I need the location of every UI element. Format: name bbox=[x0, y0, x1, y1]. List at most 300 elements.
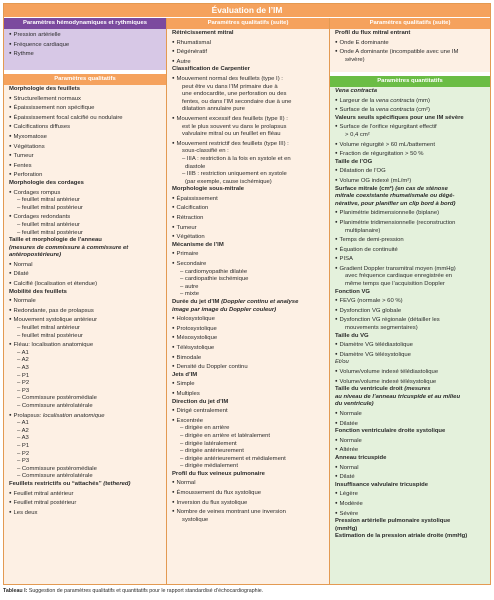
line-text: Myxomatose bbox=[13, 133, 47, 140]
sub-item bbox=[9, 350, 163, 358]
line-text: – cardiomyopathie dilatée bbox=[180, 268, 248, 275]
line-text: – Commissure postéromédiale bbox=[17, 395, 97, 402]
bullet-item bbox=[9, 306, 163, 316]
bullet-item bbox=[172, 478, 326, 488]
line-text: – cardiopathie ischémique bbox=[180, 276, 249, 283]
subheading bbox=[335, 30, 487, 38]
line-text: Prolapsus: bbox=[13, 412, 43, 419]
line-text: – feuillet mitral antérieur bbox=[17, 197, 80, 204]
line-text: (cm²) bbox=[414, 107, 430, 114]
line-text: Rétraction bbox=[176, 215, 204, 222]
line-text: – Commissure postéromédiale bbox=[17, 465, 97, 472]
continuation bbox=[335, 132, 487, 140]
subheading bbox=[9, 237, 163, 245]
line-text: (par exemple, cause ischémique) bbox=[185, 178, 272, 185]
line-text: – IIIA : restriction à la fois en systole et en bbox=[182, 155, 291, 162]
section-body bbox=[4, 29, 166, 61]
line-text: est le plus souvent vu dans le prolapsus bbox=[182, 123, 287, 130]
line-text: Calcification bbox=[176, 205, 209, 212]
bullet-item bbox=[172, 249, 326, 259]
bullet-item bbox=[335, 306, 487, 316]
subheading bbox=[9, 289, 163, 297]
sub-item bbox=[172, 441, 326, 449]
line-text: Taille du ventricule droit bbox=[335, 386, 405, 393]
continuation bbox=[172, 179, 326, 187]
section-body bbox=[167, 29, 329, 526]
line-text: diastole bbox=[185, 163, 206, 170]
line-text: Morphologie des cordages bbox=[9, 179, 84, 186]
line-text: Bimodale bbox=[176, 354, 202, 361]
bullet-item bbox=[335, 463, 487, 473]
line-text: Fraction de régurgitation > 50 % bbox=[339, 151, 424, 158]
line-text: – feuillet mitral postérieur bbox=[17, 332, 83, 339]
continuation bbox=[172, 131, 326, 139]
line-text: Direction du jet d’IM bbox=[172, 398, 229, 405]
bullet-item bbox=[335, 499, 487, 509]
continuation bbox=[335, 273, 487, 281]
bullet-item bbox=[335, 340, 487, 350]
subheading-note bbox=[172, 307, 326, 315]
bullet-item bbox=[335, 218, 487, 228]
sub-item bbox=[9, 458, 163, 466]
bullet-item bbox=[9, 508, 163, 518]
section-body bbox=[330, 29, 490, 66]
line-text: systolique bbox=[182, 516, 209, 523]
line-text: Insuffisance valvulaire tricuspide bbox=[335, 481, 428, 488]
line-text: Mécanisme de l’IM bbox=[172, 241, 224, 248]
line-text: (mesures bbox=[404, 386, 431, 393]
line-text: Onde E dominante bbox=[339, 39, 389, 46]
line-text: Cordages rompus bbox=[13, 189, 61, 196]
sub-item bbox=[9, 435, 163, 443]
bullet-item bbox=[335, 377, 487, 387]
line-text: FEVG (normale > 60 %) bbox=[339, 298, 403, 305]
bullet-item bbox=[172, 259, 326, 269]
line-text: > 0,4 cm² bbox=[345, 131, 370, 138]
line-text: Nombre de veines montrant une inversion bbox=[176, 509, 286, 516]
line-text: Fonction ventriculaire droite systolique bbox=[335, 428, 446, 435]
line-text: – P3 bbox=[17, 458, 30, 465]
line-text: – feuillet mitral antérieur bbox=[17, 221, 80, 228]
bullet-item bbox=[335, 509, 487, 519]
subheading bbox=[9, 180, 163, 188]
line-text: – A2 bbox=[17, 427, 29, 434]
section-header: Paramètres qualitatifs bbox=[4, 74, 166, 85]
bullet-item bbox=[172, 406, 326, 416]
line-text: Volume régurgité > 60 mL/battement bbox=[339, 141, 435, 148]
line-text: – feuillet mitral postérieur bbox=[17, 229, 83, 236]
line-text: Dégénératif bbox=[176, 49, 207, 56]
sub-item bbox=[9, 403, 163, 411]
subheading bbox=[335, 482, 487, 490]
line-text: – dirigée en arrière bbox=[180, 425, 230, 432]
subheading bbox=[172, 30, 326, 38]
line-text: image par image du Doppler couleur) bbox=[172, 306, 277, 313]
line-text: Rétrécissement mitral bbox=[172, 30, 234, 36]
subheading bbox=[172, 372, 326, 380]
line-text: Fréquence cardiaque bbox=[13, 41, 70, 48]
section-header: Paramètres qualitatifs (suite) bbox=[330, 18, 490, 29]
continuation bbox=[172, 171, 326, 179]
bullet-item bbox=[9, 142, 163, 152]
line-text: Diamètre VG télédiastolique bbox=[339, 342, 413, 349]
line-text: Diamètre VG télésystolique bbox=[339, 351, 411, 358]
subheading bbox=[335, 333, 487, 341]
line-text: Végétations bbox=[13, 143, 45, 150]
bullet-item bbox=[172, 57, 326, 67]
line-text: (tethered) bbox=[103, 480, 131, 487]
line-text: (mmHg) bbox=[335, 525, 358, 532]
bullet-item bbox=[335, 315, 487, 325]
bullet-item bbox=[9, 489, 163, 499]
bullet-item bbox=[172, 416, 326, 426]
line-text: – dirigée antérieurement et médialement bbox=[180, 455, 286, 462]
sub-item bbox=[9, 197, 163, 205]
line-text: Inversion du flux systolique bbox=[176, 499, 248, 506]
continuation bbox=[172, 156, 326, 164]
line-text: Taille du VG bbox=[335, 332, 369, 339]
bullet-item bbox=[9, 340, 163, 350]
line-text: – A3 bbox=[17, 365, 29, 371]
section-qual2 bbox=[167, 18, 329, 585]
line-text: – A1 bbox=[17, 349, 29, 356]
continuation bbox=[335, 57, 487, 65]
bullet-item bbox=[172, 362, 326, 372]
bullet-item bbox=[9, 170, 163, 180]
line-text: Structurellement normaux bbox=[13, 95, 81, 102]
line-text: Simple bbox=[176, 381, 195, 388]
line-text: Classification de Carpentier bbox=[172, 66, 250, 73]
line-text: Dilatée bbox=[339, 420, 358, 427]
line-text: Secondaire bbox=[176, 261, 207, 268]
bullet-item bbox=[335, 254, 487, 264]
bullet-item bbox=[172, 194, 326, 204]
line-text: Normale bbox=[339, 410, 362, 417]
line-text: Taille de l’OG bbox=[335, 158, 373, 165]
bullet-item bbox=[9, 132, 163, 142]
line-text: Légère bbox=[339, 491, 358, 498]
line-text: Normal bbox=[13, 261, 33, 268]
sub-item bbox=[9, 395, 163, 403]
sub-item bbox=[9, 388, 163, 396]
line-text: Volume/volume indexé télédiastolique bbox=[339, 369, 439, 375]
sub-item bbox=[9, 451, 163, 459]
section-header: Paramètres quantitatifs bbox=[330, 76, 490, 87]
line-text: Multiples bbox=[176, 390, 200, 397]
continuation bbox=[172, 84, 326, 92]
line-text: Gradient Doppler transmitral moyen (mmHg) bbox=[339, 265, 456, 272]
continuation bbox=[172, 124, 326, 132]
sub-item bbox=[172, 433, 326, 441]
line-text: Densité du Doppler continu bbox=[176, 364, 248, 371]
bullet-item bbox=[9, 212, 163, 222]
sub-item bbox=[172, 276, 326, 284]
bullet-item bbox=[335, 149, 487, 159]
subheading bbox=[9, 86, 163, 94]
line-text: Cordages redondants bbox=[13, 214, 71, 221]
bullet-item bbox=[335, 166, 487, 176]
subheading-note bbox=[335, 193, 487, 201]
bullet-item bbox=[335, 47, 487, 57]
evaluation-table bbox=[3, 3, 491, 585]
line-text: dilatation annulaire pure bbox=[182, 106, 245, 113]
bullet-item bbox=[9, 103, 163, 113]
line-text: Perforation bbox=[13, 172, 43, 179]
line-text: Primaire bbox=[176, 251, 199, 258]
sub-item bbox=[9, 380, 163, 388]
line-text: – mixte bbox=[180, 291, 199, 298]
bullet-item bbox=[9, 498, 163, 508]
line-text: (mesures de commissure à commissure et bbox=[9, 244, 129, 251]
line-text: fentes, ou dans l’IM secondaire due à une bbox=[182, 98, 292, 105]
line-text: Altérée bbox=[339, 447, 359, 454]
line-text: – autre bbox=[180, 283, 199, 290]
bullet-item bbox=[172, 314, 326, 324]
bullet-item bbox=[335, 436, 487, 446]
continuation bbox=[172, 517, 326, 525]
sub-item bbox=[172, 269, 326, 277]
section-header: Paramètres qualitatifs (suite) bbox=[167, 18, 329, 29]
subheading bbox=[172, 66, 326, 74]
line-text: localisation anatomique bbox=[43, 412, 105, 419]
bullet-item bbox=[172, 353, 326, 363]
line-text: Vena contracta bbox=[335, 88, 378, 94]
subheading-note bbox=[335, 88, 487, 96]
sub-item bbox=[9, 222, 163, 230]
line-text: Temps de demi-pression bbox=[339, 237, 404, 244]
line-text: – P2 bbox=[17, 380, 30, 387]
subheading-note bbox=[335, 394, 487, 402]
line-text: Dilatation de l’OG bbox=[339, 168, 386, 175]
line-text: Épaississement bbox=[176, 195, 218, 202]
sub-item bbox=[9, 466, 163, 474]
line-text: même temps que l’acquisition Doppler bbox=[345, 281, 445, 288]
line-text: Profil du flux mitral entrant bbox=[335, 30, 411, 36]
bullet-item bbox=[172, 507, 326, 517]
line-text: Onde A dominante (incompatible avec une IM bbox=[339, 49, 459, 56]
line-text: Protosystolique bbox=[176, 325, 217, 332]
sub-item bbox=[9, 230, 163, 238]
subheading-note bbox=[335, 201, 487, 209]
line-text: Tumeur bbox=[176, 224, 197, 231]
section-quant bbox=[330, 76, 490, 585]
line-text: Mouvement systolique antérieur bbox=[13, 317, 98, 324]
line-text: (Doppler continu et analyse bbox=[221, 299, 299, 305]
line-text: – dirigée antérieurement bbox=[180, 448, 244, 455]
bullet-item bbox=[335, 208, 487, 218]
line-text: – dirigée médialement bbox=[180, 463, 238, 470]
bullet-item bbox=[9, 296, 163, 306]
line-text: Mouvement normal des feuillets (type I) : bbox=[176, 75, 283, 82]
line-text: Mésosystolique bbox=[176, 335, 218, 342]
bullet-item bbox=[9, 188, 163, 198]
line-text: Dilaté bbox=[339, 474, 355, 481]
bullet-item bbox=[335, 296, 487, 306]
bullet-item bbox=[335, 367, 487, 377]
continuation bbox=[172, 148, 326, 156]
line-text: peut être vu dans l’IM primaire due à bbox=[182, 83, 278, 90]
bullet-item bbox=[335, 38, 487, 48]
bullet-item bbox=[172, 38, 326, 48]
continuation bbox=[172, 106, 326, 114]
line-text: avec fréquence cardiaque enregistrée en bbox=[345, 273, 453, 280]
sub-item bbox=[9, 365, 163, 373]
section-header: Paramètres hémodynamiques et rythmiques bbox=[4, 18, 166, 29]
bullet-item bbox=[335, 350, 487, 360]
bullet-item bbox=[172, 498, 326, 508]
line-text: Dilaté bbox=[13, 271, 29, 278]
caption-text: Suggestion de paramètres qualitatifs et quantitatifs pour le rapport standardisé d’échocardiographie. bbox=[27, 588, 264, 594]
bullet-item bbox=[9, 113, 163, 123]
line-text: Morphologie sous-mitrale bbox=[172, 186, 245, 193]
line-text: Mouvement excessif des feuillets (type II) : bbox=[176, 115, 288, 122]
table-title: Évaluation de l’IM bbox=[4, 4, 490, 17]
bullet-item bbox=[9, 30, 163, 40]
line-text: Profil du flux veineux pulmonaire bbox=[172, 470, 265, 477]
subheading bbox=[335, 533, 487, 541]
sub-item bbox=[172, 448, 326, 456]
bullet-item bbox=[172, 213, 326, 223]
line-text: Dysfonction VG globale bbox=[339, 307, 402, 314]
line-text: – dirigée en arrière et latéralement bbox=[180, 432, 271, 439]
bullet-item bbox=[172, 379, 326, 389]
line-text: – Commissure antérolatérale bbox=[17, 402, 93, 409]
line-text: Holosystolique bbox=[176, 316, 215, 323]
line-text: – A1 bbox=[17, 420, 29, 427]
line-text: Fléau: localisation anatomique bbox=[13, 342, 94, 349]
line-text: nérative, pour planifier un clip bord à bord) bbox=[335, 200, 456, 207]
sub-item bbox=[9, 473, 163, 481]
line-text: Et/ou bbox=[335, 359, 349, 366]
bullet-item bbox=[335, 419, 487, 429]
bullet-item bbox=[9, 411, 163, 421]
line-text: Planimétrie tridimensionnelle (reconstruction bbox=[339, 219, 456, 226]
bullet-item bbox=[335, 140, 487, 150]
sub-item bbox=[9, 357, 163, 365]
subheading-note bbox=[9, 245, 163, 253]
subheading bbox=[335, 159, 487, 167]
bullet-item bbox=[9, 269, 163, 279]
sub-item bbox=[9, 205, 163, 213]
line-text: Volume OG indexé (mL/m²) bbox=[339, 177, 412, 184]
bullet-item bbox=[172, 139, 326, 149]
line-text: Surface de la bbox=[339, 107, 376, 114]
line-text: Télésystolique bbox=[176, 344, 215, 351]
line-text: Feuillet mitral antérieur bbox=[13, 490, 74, 497]
sub-item bbox=[172, 463, 326, 471]
line-text: Mobilité des feuillets bbox=[9, 288, 67, 295]
section-body bbox=[330, 87, 490, 543]
line-text: – A2 bbox=[17, 357, 29, 364]
line-text: Surface mitrale (cm²) bbox=[335, 185, 396, 192]
subheading bbox=[335, 115, 487, 123]
subheading bbox=[9, 481, 163, 489]
line-text: – IIIB : restriction uniquement en systole bbox=[182, 171, 287, 178]
line-text: Volume/volume indexé télésystolique bbox=[339, 378, 437, 385]
bullet-item bbox=[335, 409, 487, 419]
bullet-item bbox=[335, 472, 487, 482]
subheading-note bbox=[335, 401, 487, 409]
bullet-item bbox=[172, 488, 326, 498]
subheading bbox=[335, 386, 487, 394]
bullet-item bbox=[9, 94, 163, 104]
bullet-item bbox=[172, 324, 326, 334]
line-text: Calcifications diffuses bbox=[13, 124, 71, 131]
line-text: mitrale coexistante rhumatismale ou dégé- bbox=[335, 193, 455, 200]
line-text: Fonction VG bbox=[335, 288, 371, 295]
bullet-item bbox=[9, 151, 163, 161]
line-text: mouvements segmentaires) bbox=[345, 325, 418, 332]
line-text: Valeurs seuils spécifiques pour une IM sévère bbox=[335, 114, 464, 121]
line-text: (mm) bbox=[414, 97, 430, 104]
line-text: Normale bbox=[13, 298, 36, 305]
section-hemo bbox=[4, 18, 166, 70]
line-text: vena contracta bbox=[375, 97, 415, 104]
bullet-item bbox=[172, 74, 326, 84]
bullet-item bbox=[172, 114, 326, 124]
bullet-item bbox=[9, 260, 163, 270]
line-text: – feuillet mitral postérieur bbox=[17, 204, 83, 211]
bullet-item bbox=[335, 245, 487, 255]
line-text: valvulaire mitral ou un feuillet en fléau bbox=[182, 131, 281, 138]
line-text: Feuillet mitral postérieur bbox=[13, 500, 77, 507]
line-text: – dirigée latéralement bbox=[180, 440, 237, 447]
sub-item bbox=[9, 428, 163, 436]
line-text: Épaississement focal calcifié ou nodulaire bbox=[13, 114, 123, 121]
continuation bbox=[172, 99, 326, 107]
sub-item bbox=[172, 284, 326, 292]
bullet-item bbox=[172, 203, 326, 213]
line-text: Estimation de la pression atriale droite (mmHg) bbox=[335, 533, 468, 540]
line-text: Épaississement non spécifique bbox=[13, 105, 95, 112]
subheading bbox=[172, 471, 326, 479]
line-text: – A3 bbox=[17, 435, 29, 442]
line-text: Tumeur bbox=[13, 153, 34, 160]
line-text: PISA bbox=[339, 256, 353, 263]
line-text: – P2 bbox=[17, 450, 30, 457]
sub-item bbox=[172, 456, 326, 464]
bullet-item bbox=[335, 264, 487, 274]
line-text: sous-classifié en : bbox=[182, 148, 229, 155]
line-text: Dysfonction VG régionale (détailler les bbox=[339, 317, 440, 324]
section-body bbox=[4, 85, 166, 519]
line-text: vena contracta bbox=[375, 107, 415, 114]
bullet-item bbox=[335, 122, 487, 132]
bullet-item bbox=[9, 161, 163, 171]
sub-item bbox=[9, 325, 163, 333]
continuation bbox=[335, 228, 487, 236]
section-qual3 bbox=[330, 18, 490, 72]
continuation bbox=[335, 281, 487, 289]
bullet-item bbox=[172, 343, 326, 353]
line-text: Excentrée bbox=[176, 417, 204, 424]
line-text: Fentes bbox=[13, 162, 32, 169]
line-text: – P1 bbox=[17, 372, 30, 379]
sub-item bbox=[9, 443, 163, 451]
bullet-item bbox=[172, 47, 326, 57]
sub-item bbox=[9, 333, 163, 341]
line-text: Jets d’IM bbox=[172, 371, 198, 378]
line-text: Redondante, pas de prolapsus bbox=[13, 307, 94, 314]
line-text: – P1 bbox=[17, 442, 30, 449]
line-text: Surface de l’orifice régurgitant effectif bbox=[339, 124, 437, 131]
table-caption bbox=[3, 588, 491, 595]
sub-item bbox=[172, 425, 326, 433]
continuation bbox=[172, 91, 326, 99]
line-text: – P3 bbox=[17, 387, 30, 394]
caption-label: Tableau I: bbox=[3, 588, 28, 594]
bullet-item bbox=[9, 40, 163, 50]
